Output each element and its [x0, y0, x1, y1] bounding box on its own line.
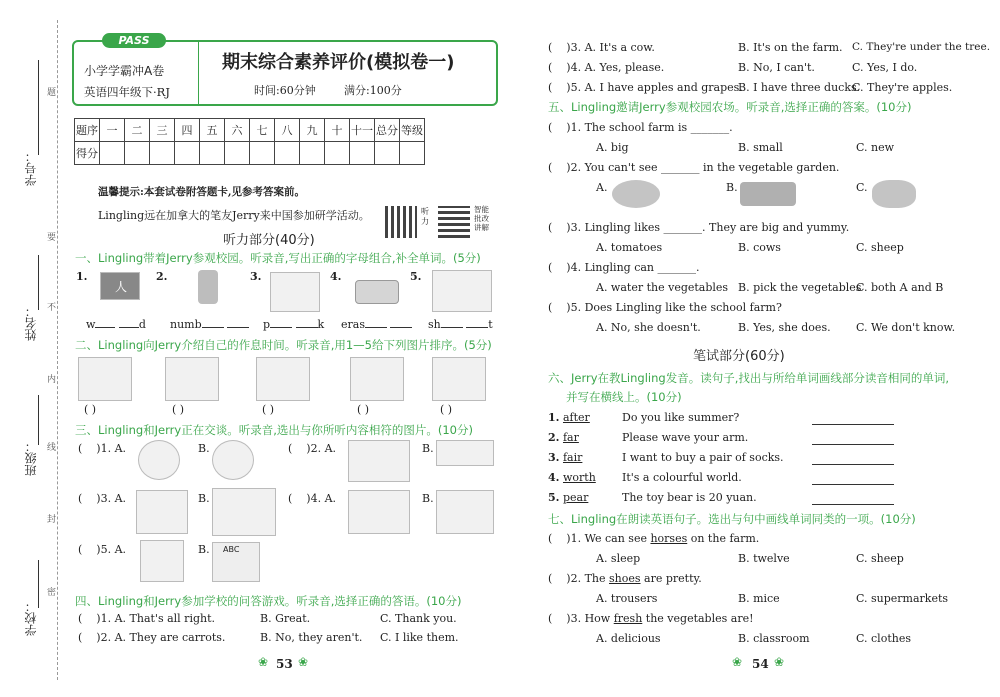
score-input-cell[interactable]: [275, 142, 300, 165]
s6-row-1: [548, 411, 590, 424]
score-input-cell[interactable]: [350, 142, 375, 165]
s6-row-3: [548, 451, 582, 464]
answer-paren[interactable]: (: [548, 121, 553, 134]
score-row-label: 得分: [75, 142, 100, 165]
s4-q5-num: )5.: [566, 81, 582, 94]
answer-paren[interactable]: (: [78, 492, 83, 505]
girl-image: [140, 540, 184, 582]
s3-q4-label: )4. A.: [306, 492, 337, 505]
option-c[interactable]: C. new: [856, 141, 895, 154]
answer-paren[interactable]: (: [548, 81, 553, 94]
score-label: 满分:100分: [344, 84, 402, 97]
word-prefix: sh: [428, 318, 441, 331]
option-a[interactable]: A.: [596, 181, 608, 194]
answer-paren[interactable]: (: [548, 261, 553, 274]
option-b[interactable]: B. No, they aren't.: [260, 631, 363, 644]
option-c[interactable]: C. supermarkets: [856, 592, 949, 605]
qr-code-grading[interactable]: [438, 206, 470, 238]
s4-q1: [78, 612, 215, 625]
letter-blank[interactable]: [390, 327, 412, 328]
score-value-row: [75, 142, 425, 165]
section-6-heading-cont: 并写在横线上。(10分): [566, 390, 682, 404]
answer-paren[interactable]: (: [548, 612, 553, 625]
s6-sentence-2: Please wave your arm.: [622, 431, 749, 444]
score-input-cell[interactable]: [200, 142, 225, 165]
letter-blank[interactable]: [95, 327, 115, 328]
answer-paren[interactable]: (: [548, 161, 553, 174]
score-input-cell[interactable]: [100, 142, 125, 165]
number-label: 学号：: [24, 150, 38, 186]
option-b[interactable]: B. I have three ducks.: [738, 81, 861, 94]
order-box[interactable]: ( ): [357, 403, 370, 416]
s1-num-2: 2.: [156, 270, 168, 283]
s7-text: are pretty.: [640, 572, 702, 585]
section-5-heading: 五、Lingling邀请Jerry参观校园农场。听录音,选择正确的答案。(10分): [548, 100, 912, 114]
option-c[interactable]: C. both A and B: [856, 281, 944, 294]
green-beans-image: [740, 182, 796, 206]
score-header-cell: 总分: [375, 119, 400, 142]
potatoes-image: [872, 180, 916, 208]
leaf-decoration-icon: ❀: [258, 655, 269, 669]
s7-text: )3. How: [566, 612, 614, 625]
leaf-decoration-icon: ❀: [732, 655, 743, 669]
answer-paren[interactable]: (: [548, 61, 553, 74]
option-a[interactable]: A. tomatoes: [596, 241, 663, 254]
letter-blank[interactable]: [296, 327, 318, 328]
routine-image-1: [78, 357, 132, 401]
qr-label-grading: 智能批改讲解: [474, 205, 489, 232]
cows-image: [436, 440, 494, 466]
page-number-left: 53: [276, 657, 293, 671]
routine-image-4: [350, 357, 404, 401]
score-header-cell: 十一: [350, 119, 375, 142]
classroom-image: [436, 490, 494, 534]
school-label: 学校：: [24, 600, 38, 636]
s4-q3: [548, 41, 655, 54]
option-a[interactable]: A. They are carrots.: [114, 631, 226, 644]
section-4-heading: 四、Lingling和Jerry参加学校的问答游戏。听录音,选择正确的答语。(10分): [75, 594, 462, 608]
score-header-cell: 等级: [400, 119, 425, 142]
s3-q5-b: B.: [198, 543, 210, 556]
page-number-right: 54: [752, 657, 769, 671]
option-a[interactable]: A. big: [596, 141, 629, 154]
s1-num-1: 1.: [76, 270, 88, 283]
option-c[interactable]: C. We don't know.: [856, 321, 956, 334]
word-prefix: w: [86, 318, 96, 331]
leaf-decoration-icon: ❀: [774, 655, 785, 669]
computer-room-image: [348, 490, 410, 534]
s6-num: 3.: [548, 451, 560, 464]
routine-image-5: [432, 357, 486, 401]
s1-num-3: 3.: [250, 270, 262, 283]
order-box[interactable]: ( ): [440, 403, 453, 416]
s1-word-5: [428, 318, 493, 331]
s7-text: the vegetables are!: [642, 612, 754, 625]
class-label: 班级：: [24, 440, 38, 476]
margin-char: 内: [47, 375, 57, 385]
listening-heading: 听力部分(40分): [223, 233, 315, 248]
option-b[interactable]: B. small: [738, 141, 783, 154]
word-prefix: numb: [170, 318, 202, 331]
s7-underlined-word: horses: [650, 532, 688, 545]
s4-q2-num: )2.: [96, 631, 112, 644]
s5-q5: [548, 301, 782, 314]
s6-word: worth: [562, 471, 596, 484]
s3-q5: [78, 543, 126, 556]
s4-q4-num: )4.: [566, 61, 582, 74]
word-prefix: eras: [341, 318, 365, 331]
blackboard-image: [100, 272, 140, 300]
s7-text: on the farm.: [687, 532, 760, 545]
word-suffix: k: [317, 318, 325, 331]
answer-paren[interactable]: (: [78, 612, 83, 625]
s1-num-4: 4.: [330, 270, 342, 283]
s3-q2: [288, 442, 336, 455]
s1-num-5: 5.: [410, 270, 422, 283]
s4-q5: [548, 81, 743, 94]
option-a[interactable]: A. No, she doesn't.: [596, 321, 701, 334]
s6-row-5: [548, 491, 588, 504]
option-b[interactable]: B. No, I can't.: [738, 61, 815, 74]
answer-paren[interactable]: (: [288, 492, 293, 505]
s6-sentence-3: I want to buy a pair of socks.: [622, 451, 784, 464]
margin-char: 密: [47, 588, 57, 598]
answer-line[interactable]: [812, 504, 894, 505]
s3-q2-b: B.: [422, 442, 434, 455]
option-c[interactable]: C. Yes, I do.: [852, 61, 918, 74]
no-running-sign: [212, 440, 254, 480]
option-c[interactable]: C. They're apples.: [852, 81, 953, 94]
option-c[interactable]: C. They're under the tree.: [852, 41, 991, 53]
eraser-image: [355, 280, 399, 304]
s5-q4-text: )4. Lingling can _______.: [566, 261, 700, 274]
s4-q2: [78, 631, 225, 644]
option-b[interactable]: B. twelve: [738, 552, 790, 565]
s7-q2: [548, 572, 702, 585]
blackboard-char: 人: [115, 280, 128, 294]
score-input-cell[interactable]: [125, 142, 150, 165]
option-a[interactable]: A. I have apples and grapes.: [584, 81, 743, 94]
s5-q3: [548, 221, 849, 234]
s5-q2-text: )2. You can't see _______ in the vegetable garden.: [566, 161, 840, 174]
score-input-cell[interactable]: [325, 142, 350, 165]
score-input-cell[interactable]: [400, 142, 425, 165]
s5-q1-text: )1. The school farm is _______.: [566, 121, 733, 134]
many-ducks-image: [212, 488, 276, 536]
answer-line[interactable]: [812, 464, 894, 465]
letter-blank[interactable]: [119, 327, 139, 328]
s3-q5-label: )5. A.: [96, 543, 127, 556]
option-a[interactable]: A. trousers: [596, 592, 658, 605]
s7-underlined-word: fresh: [613, 612, 643, 625]
number-line: [38, 60, 39, 155]
s3-q4: [288, 492, 336, 505]
score-input-cell[interactable]: [375, 142, 400, 165]
s6-num: 4.: [548, 471, 560, 484]
score-input-cell[interactable]: [225, 142, 250, 165]
s3-q1: [78, 442, 126, 455]
s1-word-1: [86, 318, 146, 331]
margin-char: 线: [47, 443, 57, 453]
option-a[interactable]: A. Yes, please.: [584, 61, 665, 74]
option-b[interactable]: B. mice: [738, 592, 780, 605]
option-b[interactable]: B. pick the vegetables: [738, 281, 862, 294]
answer-paren[interactable]: (: [548, 532, 553, 545]
option-b[interactable]: B. Yes, she does.: [738, 321, 831, 334]
s7-q3: [548, 612, 754, 625]
score-input-cell[interactable]: [150, 142, 175, 165]
one-duck-image: [136, 490, 188, 534]
option-c[interactable]: C. sheep: [856, 552, 904, 565]
score-header-cell: 九: [300, 119, 325, 142]
leaf-decoration-icon: ❀: [298, 655, 309, 669]
s6-sentence-4: It's a colourful world.: [622, 471, 742, 484]
order-box[interactable]: ( ): [172, 403, 185, 416]
margin-char: 要: [47, 233, 57, 243]
score-header-cell: 八: [275, 119, 300, 142]
order-box[interactable]: ( ): [262, 403, 275, 416]
score-header-cell: 题序: [75, 119, 100, 142]
score-header-cell: 六: [225, 119, 250, 142]
s1-word-4: [341, 318, 412, 331]
s5-q2: [548, 161, 839, 174]
answer-paren[interactable]: (: [288, 442, 293, 455]
routine-image-2: [165, 357, 219, 401]
s6-sentence-1: Do you like summer?: [622, 411, 740, 424]
s7-text: )2. The: [566, 572, 610, 585]
letter-blank[interactable]: [365, 327, 387, 328]
bear-shirt-image: [432, 270, 492, 312]
s3-q2-label: )2. A.: [306, 442, 337, 455]
option-b[interactable]: B. It's on the farm.: [738, 41, 843, 54]
answer-paren[interactable]: (: [548, 221, 553, 234]
series-name: 小学学霸冲A卷: [84, 64, 165, 78]
s7-text: )1. We can see: [566, 532, 651, 545]
score-input-cell[interactable]: [175, 142, 200, 165]
option-a[interactable]: A. sleep: [596, 552, 641, 565]
option-b[interactable]: B. cows: [738, 241, 781, 254]
s4-q3-num: )3.: [566, 41, 582, 54]
score-header-cell: 四: [175, 119, 200, 142]
writing-heading: 笔试部分(60分): [693, 349, 785, 364]
no-swimming-sign: [138, 440, 180, 480]
exam-header: [72, 34, 498, 106]
s6-word: pear: [562, 491, 589, 504]
series-box: [74, 34, 199, 104]
option-c[interactable]: C. sheep: [856, 241, 904, 254]
score-input-cell[interactable]: [250, 142, 275, 165]
s5-q5-text: )5. Does Lingling like the school farm?: [566, 301, 782, 314]
park-image: [270, 272, 320, 312]
exam-title: 期末综合素养评价(模拟卷一): [222, 52, 455, 73]
s5-q3-text: )3. Lingling likes _______. They are big and yummy.: [566, 221, 850, 234]
option-a[interactable]: A. That's all right.: [114, 612, 216, 625]
number-one-image: [198, 270, 218, 304]
score-header-cell: 十: [325, 119, 350, 142]
answer-paren[interactable]: (: [78, 442, 83, 455]
s3-q4-b: B.: [422, 492, 434, 505]
section-7-heading: 七、Lingling在朗读英语句子。选出与句中画线单词同类的一项。(10分): [548, 512, 916, 526]
name-label: 姓名：: [24, 305, 38, 341]
class-line: [38, 395, 39, 445]
answer-line[interactable]: [812, 484, 894, 485]
s7-underlined-word: shoes: [609, 572, 641, 585]
letter-blank[interactable]: [441, 327, 463, 328]
option-c[interactable]: C.: [856, 181, 868, 194]
answer-paren[interactable]: (: [548, 301, 553, 314]
score-header-cell: 五: [200, 119, 225, 142]
option-a[interactable]: A. It's a cow.: [584, 41, 655, 54]
score-header-row: [75, 119, 425, 142]
s6-num: 2.: [548, 431, 560, 444]
option-c[interactable]: C. I like them.: [380, 631, 459, 644]
option-b[interactable]: B.: [726, 181, 738, 194]
s5-q1: [548, 121, 733, 134]
letter-blank[interactable]: [202, 327, 224, 328]
answer-line[interactable]: [812, 444, 894, 445]
answer-paren[interactable]: (: [548, 41, 553, 54]
section-3-heading: 三、Lingling和Jerry正在交谈。听录音,选出与你所听内容相符的图片。(10分): [75, 423, 473, 437]
brand-logo: PASS: [102, 33, 166, 48]
s1-word-2: [170, 318, 249, 331]
answer-paren[interactable]: (: [78, 631, 83, 644]
cut-line: [57, 20, 58, 680]
margin-char: 不: [47, 303, 57, 313]
s3-q1-label: )1. A.: [96, 442, 127, 455]
school-line: [38, 560, 39, 608]
score-input-cell[interactable]: [300, 142, 325, 165]
option-b[interactable]: B. Great.: [260, 612, 311, 625]
s3-q1-b: B.: [198, 442, 210, 455]
section-6-heading: 六、Jerry在教Lingling发音。读句子,找出与所给单词画线部分读音相同的单词,: [548, 371, 950, 385]
binding-margin: [0, 0, 62, 697]
score-header-cell: 三: [150, 119, 175, 142]
qr-code-listening[interactable]: [385, 206, 417, 238]
s6-num: 5.: [548, 491, 560, 504]
option-a[interactable]: A. delicious: [596, 632, 661, 645]
margin-char: 题: [47, 88, 57, 98]
s3-q3-b: B.: [198, 492, 210, 505]
answer-paren[interactable]: (: [78, 543, 83, 556]
word-suffix: d: [138, 318, 146, 331]
score-header-cell: 一: [100, 119, 125, 142]
s6-num: 1.: [548, 411, 560, 424]
score-header-cell: 二: [125, 119, 150, 142]
s1-word-3: [263, 318, 324, 331]
option-a[interactable]: A. water the vegetables: [596, 281, 729, 294]
option-c[interactable]: C. Thank you.: [380, 612, 457, 625]
section-1-heading: 一、Lingling带着Jerry参观校园。听录音,写出正确的字母组合,补全单词。(5分): [75, 251, 481, 265]
s4-q4: [548, 61, 664, 74]
onion-image: [612, 180, 660, 208]
routine-image-3: [256, 357, 310, 401]
letter-blank[interactable]: [270, 327, 292, 328]
s4-q1-num: )1.: [96, 612, 112, 625]
s6-sentence-5: The toy bear is 20 yuan.: [622, 491, 757, 504]
answer-line[interactable]: [812, 424, 894, 425]
tips: 温馨提示:本套试卷附答题卡,见参考答案前。: [98, 186, 306, 198]
abc-text: ABC: [223, 545, 240, 554]
option-b[interactable]: B. classroom: [738, 632, 810, 645]
s6-word: fair: [562, 451, 583, 464]
order-box[interactable]: ( ): [84, 403, 97, 416]
s6-word: after: [562, 411, 590, 424]
abc-board-image: [212, 542, 260, 582]
s6-row-4: [548, 471, 596, 484]
s6-row-2: [548, 431, 579, 444]
qr-label-listening: 听力: [421, 207, 429, 226]
section-2-heading: 二、Lingling向Jerry介绍自己的作息时间。听录音,用1—5给下列图片排序。(5分): [75, 338, 492, 352]
s3-q3-label: )3. A.: [96, 492, 127, 505]
letter-blank[interactable]: [227, 327, 249, 328]
answer-paren[interactable]: (: [548, 572, 553, 585]
s3-q3: [78, 492, 126, 505]
name-line: [38, 255, 39, 310]
word-prefix: p: [263, 318, 271, 331]
word-suffix: t: [488, 318, 493, 331]
s5-q4: [548, 261, 699, 274]
score-header-cell: 七: [250, 119, 275, 142]
score-table: [74, 118, 425, 165]
s6-word: far: [562, 431, 579, 444]
intro-text: Lingling远在加拿大的笔友Jerry来中国参加研学活动。: [98, 209, 370, 222]
option-c[interactable]: C. clothes: [856, 632, 911, 645]
chickens-image: [348, 440, 410, 482]
margin-char: 封: [47, 515, 57, 525]
s7-q1: [548, 532, 759, 545]
letter-blank[interactable]: [466, 327, 488, 328]
grade-label: 英语四年级下·RJ: [84, 85, 170, 99]
time-label: 时间:60分钟: [254, 84, 316, 97]
